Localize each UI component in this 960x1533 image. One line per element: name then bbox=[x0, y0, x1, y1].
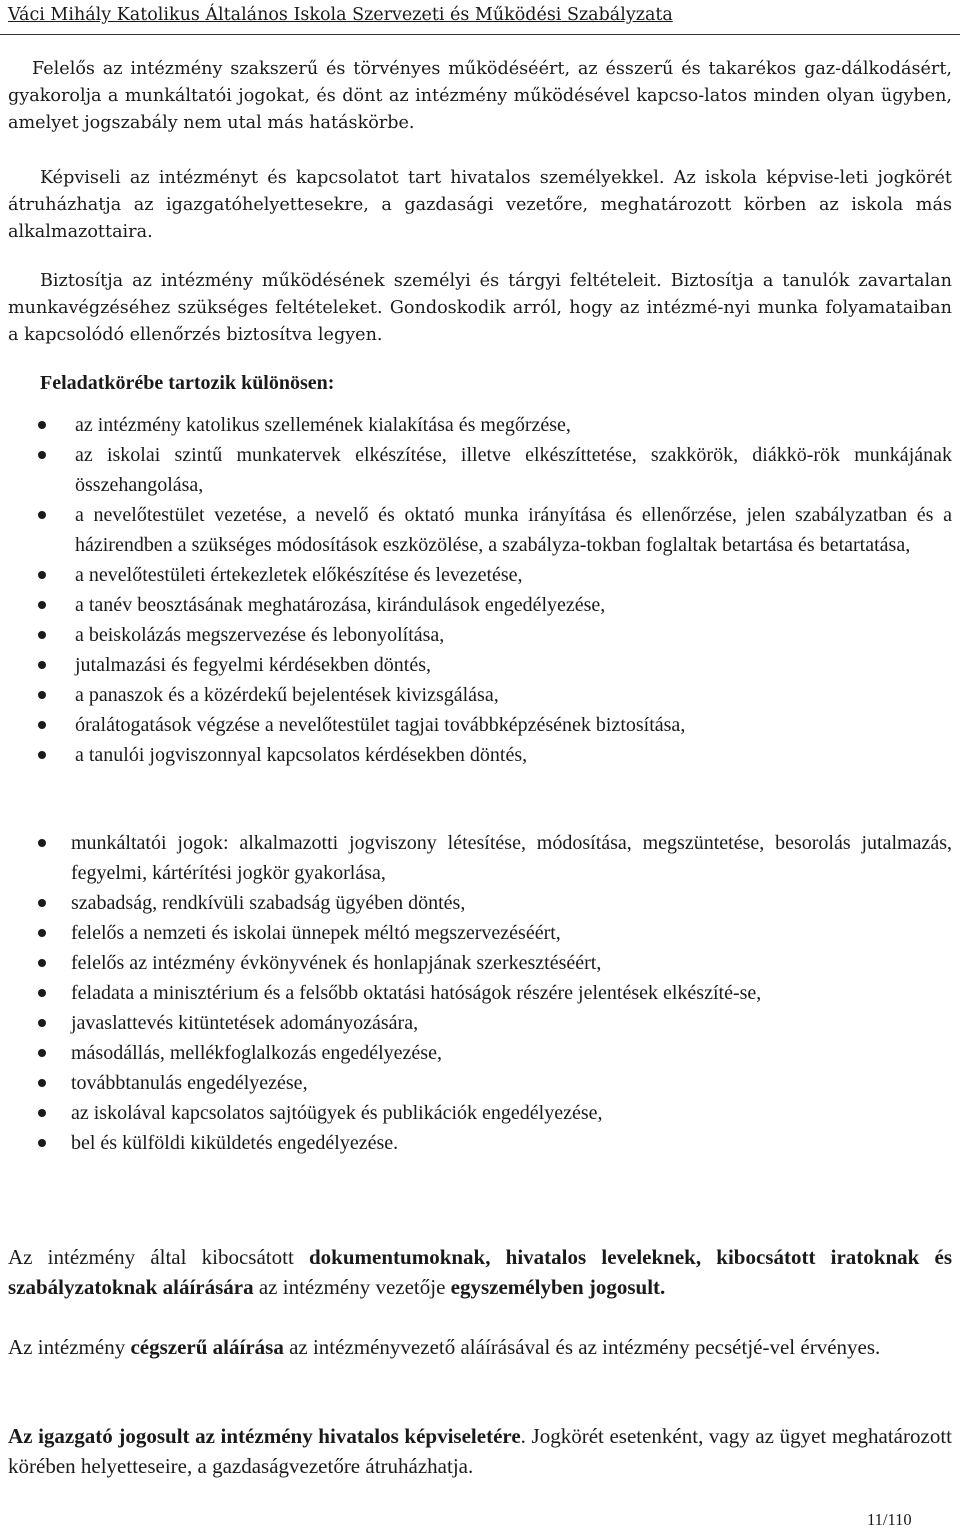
list-item bbox=[0, 680, 960, 710]
list-item bbox=[0, 560, 960, 590]
intro-p2-text: Képviseli az intézményt és kapcsolatot tart hivatalos személyekkel. Az iskola képvise-leti jogkörét átruházhatja az igazgatóhelyettesekre, a gazdasági vezetőre, meghatározott körben az iskola más alkalmazottaira. bbox=[8, 168, 952, 242]
sig1-text-b: dokumentumoknak, hivatalos leveleknek, kibocsátott iratoknak és szabályzatoknak aláírására bbox=[8, 1245, 953, 1299]
bullet-icon bbox=[38, 839, 46, 847]
bullet-icon bbox=[38, 929, 46, 937]
list-item bbox=[0, 948, 960, 978]
list-item-text: másodállás, mellékfoglalkozás engedélyezése, bbox=[71, 1042, 442, 1064]
sig1-text-d: egyszemélyben jogosult. bbox=[450, 1275, 666, 1299]
list-item bbox=[0, 410, 960, 440]
document-title: Váci Mihály Katolikus Általános Iskola Szervezeti és Működési Szabályzata bbox=[8, 5, 673, 25]
intro-paragraph-2 bbox=[8, 165, 952, 246]
duties-list-b bbox=[0, 828, 960, 1158]
bullet-icon bbox=[38, 989, 46, 997]
intro-paragraph-3 bbox=[8, 268, 952, 349]
bullet-icon bbox=[38, 1019, 46, 1027]
list-item bbox=[0, 978, 960, 1008]
sig1-text-c: az intézmény vezetője bbox=[253, 1275, 451, 1299]
list-item-text: bel és külföldi kiküldetés engedélyezése. bbox=[71, 1132, 399, 1154]
list-item-text: óralátogatások végzése a nevelőtestület tagjai továbbképzésének biztosítása, bbox=[75, 714, 686, 736]
list-item-text: az iskolai szintű munkatervek elkészítése, illetve elkészíttetése, szakkörök, diákkö-rök munkájának összehangolása, bbox=[75, 444, 952, 496]
list-item-text: a nevelőtestület vezetése, a nevelő és oktató munka irányítása és ellenőrzése, jelen szabályzatban és a házirendben a szükséges módosítások eszközölése, a szabályza-tokban foglaltak betartása és betartatása, bbox=[75, 504, 952, 556]
list-item bbox=[0, 740, 960, 770]
bullet-icon bbox=[38, 751, 46, 759]
bullet-icon bbox=[38, 1139, 46, 1147]
list-item bbox=[0, 1128, 960, 1158]
bullet-icon bbox=[38, 631, 46, 639]
list-item bbox=[0, 620, 960, 650]
list-item-text: munkáltatói jogok: alkalmazotti jogviszony létesítése, módosítása, megszüntetése, besorolás jutalmazás, fegyelmi, kártérítési jogkör gyakorlása, bbox=[71, 832, 952, 884]
page-header bbox=[0, 0, 960, 30]
sig2-text-a: Az intézmény bbox=[8, 1335, 131, 1359]
list-item bbox=[0, 828, 960, 888]
bullet-icon bbox=[38, 421, 46, 429]
list-item bbox=[0, 1068, 960, 1098]
list-item bbox=[0, 1038, 960, 1068]
list-item-text: szabadság, rendkívüli szabadság ügyében döntés, bbox=[71, 892, 466, 914]
intro-p3-text: Biztosítja az intézmény működésének személyi és tárgyi feltételeit. Biztosítja a tanulók zavartalan munkavégzéséhez szükséges feltételeket. Gondoskodik arról, hogy az intézmé-nyi munka folyamataiban a kapcsolódó ellenőrzés biztosítva legyen. bbox=[8, 271, 952, 345]
list-item-text: a tanév beosztásának meghatározása, kirándulások engedélyezése, bbox=[75, 594, 606, 616]
header-rule bbox=[0, 34, 960, 35]
list-item bbox=[0, 710, 960, 740]
list-item-text: jutalmazási és fegyelmi kérdésekben döntés, bbox=[75, 654, 431, 676]
list-item-text: a nevelőtestületi értekezletek előkészítése és levezetése, bbox=[75, 564, 523, 586]
list-item bbox=[0, 1098, 960, 1128]
bullet-icon bbox=[38, 1049, 46, 1057]
sig2-text-c: az intézményvezető aláírásával és az intézmény pecsétjé-vel érvényes. bbox=[283, 1335, 881, 1359]
bullet-icon bbox=[38, 1109, 46, 1117]
bullet-icon bbox=[38, 899, 46, 907]
list-item-text: felelős a nemzeti és iskolai ünnepek méltó megszervezéséért, bbox=[71, 922, 561, 944]
list-item bbox=[0, 440, 960, 500]
list-item-text: az iskolával kapcsolatos sajtóügyek és publikációk engedélyezése, bbox=[71, 1102, 603, 1124]
signature-paragraph-1 bbox=[8, 1242, 952, 1302]
sig1-text-a: Az intézmény által kibocsátott bbox=[8, 1245, 309, 1269]
bullet-icon bbox=[38, 451, 46, 459]
list-item-text: feladata a minisztérium és a felsőbb oktatási hatóságok részére jelentések elkészíté-se, bbox=[71, 982, 762, 1004]
page-number: 11/110 bbox=[867, 1510, 912, 1529]
bullet-icon bbox=[38, 1079, 46, 1087]
signature-paragraph-2 bbox=[8, 1332, 952, 1362]
list-item-text: a beiskolázás megszervezése és lebonyolítása, bbox=[75, 624, 445, 646]
list-item-text: az intézmény katolikus szellemének kialakítása és megőrzése, bbox=[75, 414, 571, 436]
signature-paragraph-3 bbox=[8, 1421, 952, 1481]
sig3-text-a: Az igazgató jogosult az intézmény hivatalos képviseletére bbox=[8, 1424, 521, 1448]
list-item bbox=[0, 918, 960, 948]
sig3-text-b: . Jogkörét esetenként, vagy az ügyet meghatározott körében helyetteseire, a gazdaságvezetőre átruházhatja. bbox=[8, 1424, 952, 1478]
list-item-text: felelős az intézmény évkönyvének és honlapjának szerkesztéséért, bbox=[71, 952, 602, 974]
bullet-icon bbox=[38, 691, 46, 699]
list-item bbox=[0, 590, 960, 620]
list-item bbox=[0, 888, 960, 918]
intro-paragraph-1 bbox=[8, 56, 952, 137]
intro-p1-text: Felelős az intézmény szakszerű és törvényes működéséért, az ésszerű és takarékos gaz-dálkodásért, gyakorolja a munkáltatói jogokat, és dönt az intézmény működésével kapcso-latos minden olyan ügyben, amelyet jogszabály nem utal más hatáskörbe. bbox=[8, 59, 952, 133]
list-item bbox=[0, 500, 960, 560]
bullet-icon bbox=[38, 511, 46, 519]
duties-list-a bbox=[0, 410, 960, 770]
bullet-icon bbox=[38, 571, 46, 579]
list-item-text: a panaszok és a közérdekű bejelentések kivizsgálása, bbox=[75, 684, 499, 706]
list-item bbox=[0, 1008, 960, 1038]
bullet-icon bbox=[38, 959, 46, 967]
bullet-icon bbox=[38, 601, 46, 609]
sig2-text-b: cégszerű aláírása bbox=[130, 1335, 284, 1359]
list-item-text: javaslattevés kitüntetések adományozására, bbox=[71, 1012, 419, 1034]
list-item-text: a tanulói jogviszonnyal kapcsolatos kérdésekben döntés, bbox=[75, 744, 528, 766]
duties-heading: Feladatkörébe tartozik különösen: bbox=[40, 372, 335, 394]
list-item-text: továbbtanulás engedélyezése, bbox=[71, 1072, 308, 1094]
bullet-icon bbox=[38, 661, 46, 669]
bullet-icon bbox=[38, 721, 46, 729]
list-item bbox=[0, 650, 960, 680]
